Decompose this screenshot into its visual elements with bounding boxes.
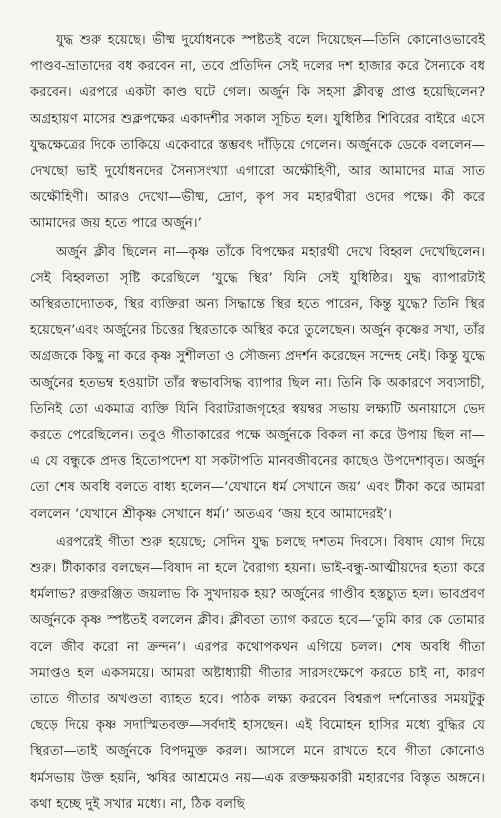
paragraph: যুদ্ধ শুরু হয়েছে। ভীষ্ম দুর্যোধনকে স্পষ্টতই বলে দিয়েছেন—তিনি কোনোওভাবেই পাণ্ডব-ভ্রাতাদের বধ করবেন না, তবে প্রতিদিন সেই দলের দশ হাজার করে সৈন্যকে বধ করবেন। এরপরে একটা কাণ্ড ঘটে গেল। অর্জুন কি সহসা ক্লীবত্ব প্রাপ্ত হয়েছিলেন? অগ্রহায়ণ মাসের শুক্লপক্ষের একাদশীর সকাল সূচিত হল। যুধিষ্ঠির শিবিরের বাইরে এসে যুদ্ধক্ষেত্রের দিকে তাকিয়ে একেবারে স্তম্ভবৎ দাঁড়িয়ে গেলেন। অর্জুনকে ডেকে বললেন—দেখছো ভাই দুর্যোধনদের সৈন্যসংখ্যা এগারো অক্ষৌহিণী, আর আমাদের মাত্র সাত অক্ষৌহিণী। আরও দেখো—ভীষ্ম, দ্রোণ, কৃপ সব মহারথীরা ওদের পক্ষে। কী করে আমাদের জয় হতে পারে অর্জুন।’: [30, 33, 485, 232]
paragraph: অর্জুন ক্লীব ছিলেন না—কৃষ্ণ তাঁকে বিপক্ষের মহারথী দেখে বিহ্বল দেখেছিলেন। সেই বিহ্বলতা সৃষ্টি করেছিলে ‘যুদ্ধে স্থির’ যিনি সেই যুধিষ্ঠির। যুদ্ধ ব্যাপারটাই অস্থিরতাদ্যোতক, স্থির ব্যক্তিরা অন্য সিদ্ধান্তে স্থির হতে পারেন, কিন্তু যুদ্ধে? তিনি স্থির হয়েছেন’এবং অর্জুনের চিত্তের স্থিরতাকে অস্থির করে তুলেছেন। অর্জুন কৃষ্ণের সখা, তাঁর অগ্রজকে কিছু না করে কৃষ্ণ সুশীলতা ও সৌজন্য প্রদর্শন করেছেন সন্দেহ নেই। কিন্তু যুদ্ধে অর্জুনের হতভম্ব হওয়াটা তাঁর স্বভাবসিদ্ধ ব্যাপার ছিল না। তিনি কি অকারণে সব্যসাচী, তিনিই তো একমাত্র ব্যক্তি যিনি বিরাটরাজগৃহের স্বয়ম্বর সভায় লক্ষ্যটি অনায়াসে ভেদ করতে পেরেছিলেন। তবুও গীতাকারের পক্ষে অর্জুনকে বিকল না করে উপায় ছিল না—এ যে বন্ধুকে প্রদত্ত হিতোপদেশ যা সকটাপতি মানবজীবনের কাছেও উপদেশাবৃত। অর্জুন তো শেষ অবধি বলতে বাধ্য হলেন—‘যেখানে ধর্ম সেখানে জয়’ এবং টীকা করে আমরা বললেন ‘যেখানে শ্রীকৃষ্ণ সেখানে ধর্ম।’ অতএব ‘জয় হবে আমাদেরই’।: [30, 244, 485, 522]
paragraph: এরপরেই গীতা শুরু হয়েছে; সেদিন যুদ্ধ চলছে দশতম দিবসে। বিষাদ যোগ দিয়ে শুরু। টীকাকার বলছেন—বিষাদ না হলে বৈরাগ্য হয়না। ভাই-বন্ধু-আত্মীয়দের হত্যা করে ধর্মলাভ? রক্তরঞ্জিত জয়লাভ কি সুখদায়ক হয়? অর্জুনের গাণ্ডীব হস্তচ্যুত হল। ভাবপ্রবণ অর্জুনকে কৃষ্ণ স্পষ্টতই বললেন ক্লীব। ক্লীবতা ত্যাগ করতে হবে—‘তুমি কার কে তোমার বলে জীব করো না ক্রন্দন’। এরপর কথোপকথন এগিয়ে চলল। শেষ অবধি গীতা সমাপ্তও হল একসময়ে। আমরা অষ্টাধ্যায়ী গীতার সারসংক্ষেপে করতে চাই না, কারণ তাতে গীতার অখণ্ডতা ব্যাহত হবে। পাঠক লক্ষ্য করবেন বিশ্বরূপ দর্শনোত্তর সময়টুকু ছেড়ে দিয়ে কৃষ্ণ সদাস্মিতবক্ত—সর্বদাই হাসছেন। এই বিমোহন হাসির মধ্যে বুদ্ধির যে স্থিরতা—তাই অর্জুনকে বিপদমুক্ত করল। আসলে মনে রাখতে হবে গীতা কোনোও ধর্মসভায় উক্ত হয়নি, ঋষির আশ্রমেও নয়—এক রক্তক্ষয়কারী মহারণের বিস্তৃত অঙ্গনে। কথা হচ্ছে দুই সখার মধ্যে। না, ঠিক বলছি: [30, 534, 485, 812]
